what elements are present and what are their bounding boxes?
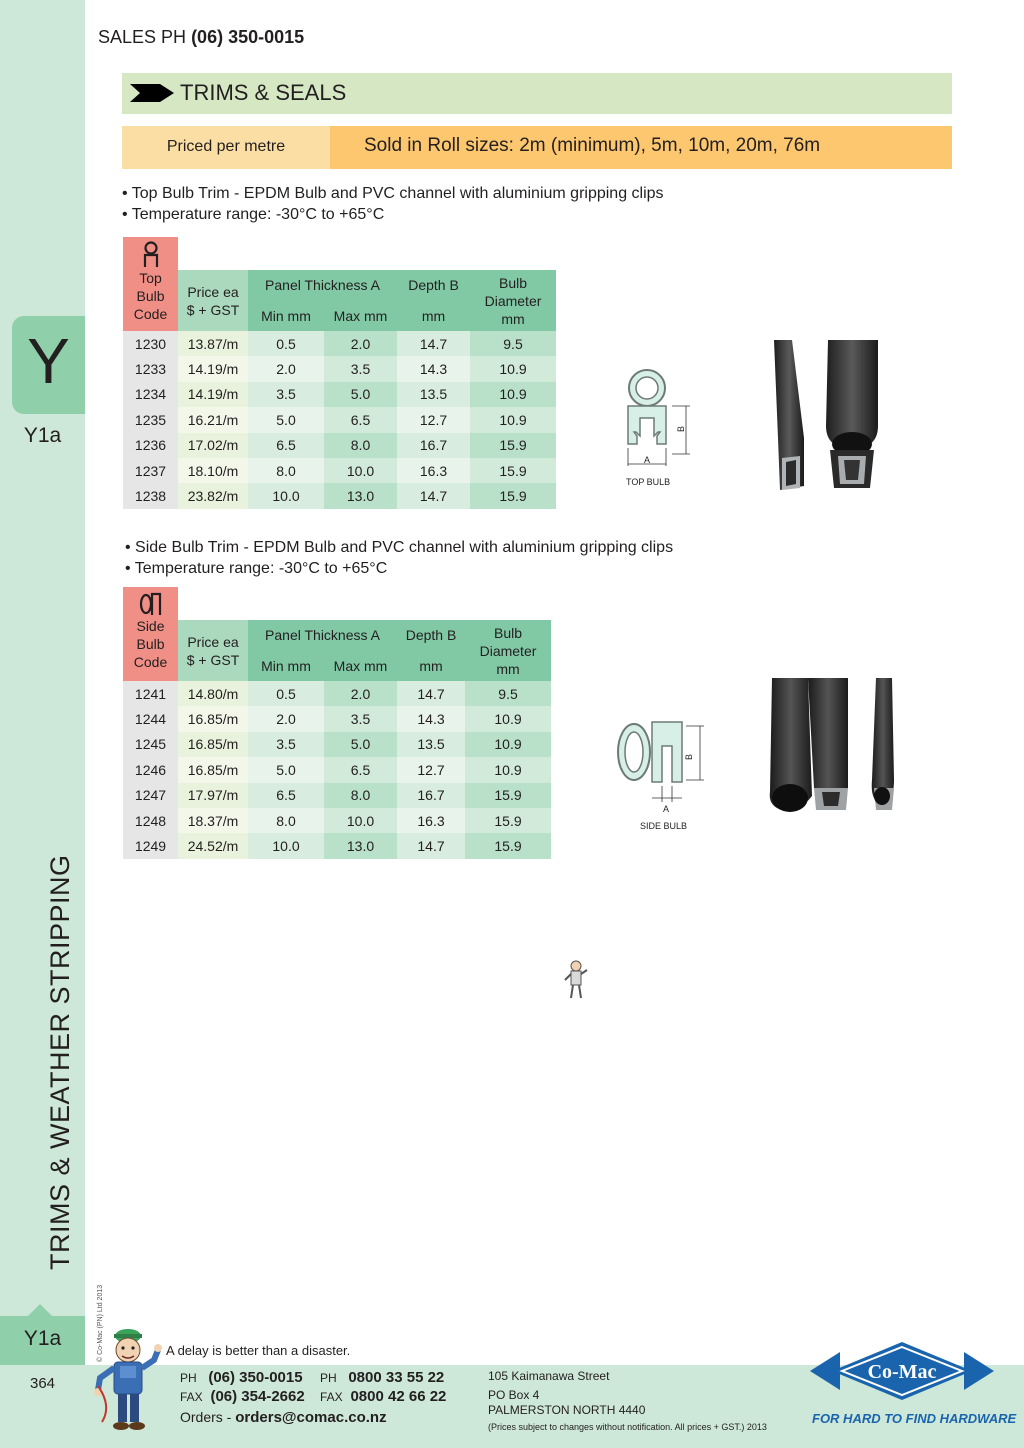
price-cell: 18.37/m <box>178 808 248 833</box>
bulb-diameter-cell: 10.9 <box>465 706 551 731</box>
side-bulb-table <box>123 587 551 859</box>
address-line-2: PO Box 4 <box>488 1388 540 1402</box>
side-dim-b: B <box>684 753 695 761</box>
address-line-1: 105 Kaimanawa Street <box>488 1369 610 1383</box>
logo-text: Co-Mac <box>867 1361 937 1383</box>
table-row <box>123 433 556 458</box>
min-cell: 5.0 <box>248 757 324 782</box>
orders-email-link[interactable]: orders@comac.co.nz <box>235 1409 387 1426</box>
phone-number: (06) 350-0015 <box>208 1369 303 1386</box>
priced-per-box <box>122 126 330 169</box>
copyright-notice: © Co-Mac (PN) Ltd 2013 <box>97 1284 104 1362</box>
price-header <box>178 620 248 681</box>
max-cell: 8.0 <box>324 783 397 808</box>
bulb-diameter-cell: 15.9 <box>465 833 551 858</box>
depth-cell: 14.7 <box>397 483 470 508</box>
code-cell: 1244 <box>123 706 178 731</box>
contact-phone <box>180 1369 303 1386</box>
comac-logo <box>810 1342 994 1400</box>
top-dim-a: A <box>644 455 651 465</box>
price-cell: 23.82/m <box>178 483 248 508</box>
top-bulb-diagram-label: TOP BULB <box>626 477 671 487</box>
vertical-category-title: TRIMS & WEATHER STRIPPING <box>45 854 75 1270</box>
depth-cell: 14.3 <box>397 356 470 381</box>
code-cell: 1248 <box>123 808 178 833</box>
table-row <box>123 833 551 858</box>
min-header: Min mm <box>248 300 324 331</box>
bulb-header-line-3: mm <box>501 310 525 327</box>
side-bulb-bullets <box>125 537 673 579</box>
price-cell: 14.19/m <box>178 382 248 407</box>
code-cell: 1234 <box>123 382 178 407</box>
code-cell: 1233 <box>123 356 178 381</box>
max-cell: 5.0 <box>324 732 397 757</box>
price-disclaimer: (Prices subject to changes without notification. All prices + GST.) 2013 <box>488 1422 767 1432</box>
side-bulb-diagram <box>612 716 707 816</box>
side-dim-a: A <box>663 804 670 814</box>
table-row <box>123 356 556 381</box>
price-header <box>178 270 248 331</box>
bulb-diameter-cell: 15.9 <box>465 783 551 808</box>
bulb-diameter-header <box>465 620 551 681</box>
fax-number: (06) 354-2662 <box>210 1388 305 1405</box>
top-bulb-product-photo <box>770 338 882 498</box>
freephone-number: 0800 33 55 22 <box>348 1369 445 1386</box>
bulb-diameter-cell: 10.9 <box>470 407 556 432</box>
depth-cell: 12.7 <box>397 407 470 432</box>
max-header: Max mm <box>324 300 397 331</box>
max-cell: 6.5 <box>324 407 397 432</box>
price-cell: 16.21/m <box>178 407 248 432</box>
code-cell: 1230 <box>123 331 178 356</box>
bulb-header-line-2: Diameter <box>479 642 537 659</box>
section-title: TRIMS & SEALS <box>180 80 347 105</box>
code-cell: 1235 <box>123 407 178 432</box>
top-bulb-bullet-1: • Top Bulb Trim - EPDM Bulb and PVC channel with aluminium gripping clips <box>122 185 664 202</box>
max-cell: 10.0 <box>324 808 397 833</box>
arrow-icon <box>130 84 174 102</box>
section-tab-letter: Y <box>27 325 70 397</box>
bulb-diameter-cell: 15.9 <box>470 458 556 483</box>
depth-cell: 13.5 <box>397 732 465 757</box>
contact-fax <box>180 1388 305 1405</box>
price-cell: 13.87/m <box>178 331 248 356</box>
price-header-line-2: $ + GST <box>186 301 240 318</box>
table-row <box>123 808 551 833</box>
side-bulb-icon <box>139 591 163 617</box>
price-cell: 24.52/m <box>178 833 248 858</box>
top-bulb-icon <box>141 241 161 269</box>
table-row <box>123 757 551 782</box>
price-cell: 14.19/m <box>178 356 248 381</box>
price-header-line-1: Price ea <box>187 283 239 300</box>
code-cell: 1249 <box>123 833 178 858</box>
depth-cell: 16.7 <box>397 783 465 808</box>
table-row <box>123 331 556 356</box>
address-line-3: PALMERSTON NORTH 4440 <box>488 1403 646 1417</box>
code-cell: 1245 <box>123 732 178 757</box>
table-row <box>123 732 551 757</box>
priced-per-text: Priced per metre <box>166 138 286 155</box>
sales-phone: (06) 350-0015 <box>191 27 305 47</box>
panel-thickness-header: Panel Thickness A <box>248 620 397 650</box>
depth-cell: 14.3 <box>397 706 465 731</box>
top-bulb-diagram <box>612 366 702 476</box>
bulb-diameter-cell: 10.9 <box>470 382 556 407</box>
min-cell: 0.5 <box>248 681 324 706</box>
bulb-diameter-cell: 9.5 <box>465 681 551 706</box>
bulb-diameter-cell: 15.9 <box>470 483 556 508</box>
price-cell: 17.02/m <box>178 433 248 458</box>
code-cell: 1246 <box>123 757 178 782</box>
table-row <box>123 407 556 432</box>
table-row <box>123 706 551 731</box>
code-cell: 1247 <box>123 783 178 808</box>
code-header-line-3: Code <box>133 654 168 670</box>
phone-label: PH <box>180 1371 197 1385</box>
code-header-line-2: Bulb <box>136 636 165 652</box>
table-row <box>123 483 556 508</box>
code-cell: 1238 <box>123 483 178 508</box>
freephone-label: PH <box>320 1371 337 1385</box>
bulb-diameter-cell: 15.9 <box>470 433 556 458</box>
bulb-header-line-3: mm <box>496 660 520 677</box>
table-row <box>123 382 556 407</box>
bulb-diameter-cell: 15.9 <box>465 808 551 833</box>
depth-cell: 14.7 <box>397 833 465 858</box>
depth-cell: 14.7 <box>397 681 465 706</box>
depth-header: Depth B <box>397 620 465 650</box>
top-dim-b: B <box>676 425 687 433</box>
depth-cell: 16.7 <box>397 433 470 458</box>
depth-header: Depth B <box>397 270 470 300</box>
orders-label: Orders - <box>180 1409 232 1425</box>
price-header-line-2: $ + GST <box>186 651 240 668</box>
code-cell: 1236 <box>123 433 178 458</box>
sales-phone-line <box>98 27 304 48</box>
bulb-diameter-cell: 10.9 <box>465 757 551 782</box>
depth-cell: 16.3 <box>397 458 470 483</box>
section-tab-code: Y1a <box>23 424 62 447</box>
code-header-line-1: Side <box>136 618 165 634</box>
tagline: FOR HARD TO FIND HARDWARE <box>812 1411 1017 1426</box>
side-bulb-bullet-1: • Side Bulb Trim - EPDM Bulb and PVC channel with aluminium gripping clips <box>125 539 674 556</box>
mascot-mechanic-icon <box>92 1326 162 1430</box>
code-header <box>123 587 178 681</box>
depth-cell: 13.5 <box>397 382 470 407</box>
depth-cell: 14.7 <box>397 331 470 356</box>
bulb-header-line-1: Bulb <box>493 624 523 641</box>
code-cell: 1237 <box>123 458 178 483</box>
bulb-header-line-2: Diameter <box>484 292 542 309</box>
max-cell: 5.0 <box>324 382 397 407</box>
price-cell: 16.85/m <box>178 732 248 757</box>
max-cell: 8.0 <box>324 433 397 458</box>
code-header-line-3: Code <box>133 306 168 322</box>
freefax-number: 0800 42 66 22 <box>350 1388 447 1405</box>
bulb-diameter-cell: 10.9 <box>470 356 556 381</box>
table-row <box>123 458 556 483</box>
max-cell: 13.0 <box>324 833 397 858</box>
contact-orders <box>180 1409 387 1426</box>
min-cell: 8.0 <box>248 808 324 833</box>
price-cell: 14.80/m <box>178 681 248 706</box>
roll-sizes-text: Sold in Roll sizes: 2m (minimum), 5m, 10m, 20m, 76m <box>364 135 821 156</box>
min-cell: 3.5 <box>248 732 324 757</box>
contact-freefax <box>320 1388 446 1405</box>
price-cell: 16.85/m <box>178 757 248 782</box>
code-header-line-1: Top <box>139 270 162 286</box>
min-cell: 2.0 <box>248 356 324 381</box>
fax-label: FAX <box>180 1390 203 1404</box>
max-header: Max mm <box>324 650 397 681</box>
top-bulb-table <box>123 237 556 509</box>
slogan: A delay is better than a disaster. <box>166 1343 351 1358</box>
max-cell: 2.0 <box>324 681 397 706</box>
bottom-tab-notch <box>28 1304 52 1316</box>
bulb-diameter-header <box>470 270 556 331</box>
bulb-header-line-1: Bulb <box>498 274 528 291</box>
price-header-line-1: Price ea <box>187 633 239 650</box>
table-row <box>123 783 551 808</box>
side-bulb-product-photo <box>768 676 896 816</box>
freefax-label: FAX <box>320 1390 343 1404</box>
min-cell: 2.0 <box>248 706 324 731</box>
table-row <box>123 681 551 706</box>
side-bulb-diagram-label: SIDE BULB <box>640 821 688 831</box>
page-number: 364 <box>29 1375 56 1392</box>
max-cell: 6.5 <box>324 757 397 782</box>
min-cell: 8.0 <box>248 458 324 483</box>
min-cell: 3.5 <box>248 382 324 407</box>
bulb-diameter-cell: 10.9 <box>465 732 551 757</box>
max-cell: 3.5 <box>324 356 397 381</box>
panel-thickness-header: Panel Thickness A <box>248 270 397 300</box>
side-bulb-bullet-2: • Temperature range: -30°C to +65°C <box>125 560 388 577</box>
code-header-line-2: Bulb <box>136 288 165 304</box>
min-cell: 10.0 <box>248 833 324 858</box>
depth-unit-header: mm <box>397 300 470 331</box>
min-cell: 5.0 <box>248 407 324 432</box>
price-cell: 18.10/m <box>178 458 248 483</box>
price-cell: 17.97/m <box>178 783 248 808</box>
depth-cell: 16.3 <box>397 808 465 833</box>
max-cell: 10.0 <box>324 458 397 483</box>
top-bulb-bullet-2: • Temperature range: -30°C to +65°C <box>122 206 385 223</box>
sales-label: SALES PH <box>98 27 187 47</box>
code-header <box>123 237 178 331</box>
depth-unit-header: mm <box>397 650 465 681</box>
bottom-tab-code: Y1a <box>23 1327 62 1350</box>
code-cell: 1241 <box>123 681 178 706</box>
price-cell: 16.85/m <box>178 706 248 731</box>
max-cell: 3.5 <box>324 706 397 731</box>
min-header: Min mm <box>248 650 324 681</box>
min-cell: 0.5 <box>248 331 324 356</box>
max-cell: 13.0 <box>324 483 397 508</box>
contact-freephone <box>320 1369 444 1386</box>
depth-cell: 12.7 <box>397 757 465 782</box>
mascot-small-icon <box>563 958 589 1000</box>
max-cell: 2.0 <box>324 331 397 356</box>
min-cell: 6.5 <box>248 433 324 458</box>
top-bulb-bullets <box>122 183 664 225</box>
min-cell: 10.0 <box>248 483 324 508</box>
min-cell: 6.5 <box>248 783 324 808</box>
bulb-diameter-cell: 9.5 <box>470 331 556 356</box>
